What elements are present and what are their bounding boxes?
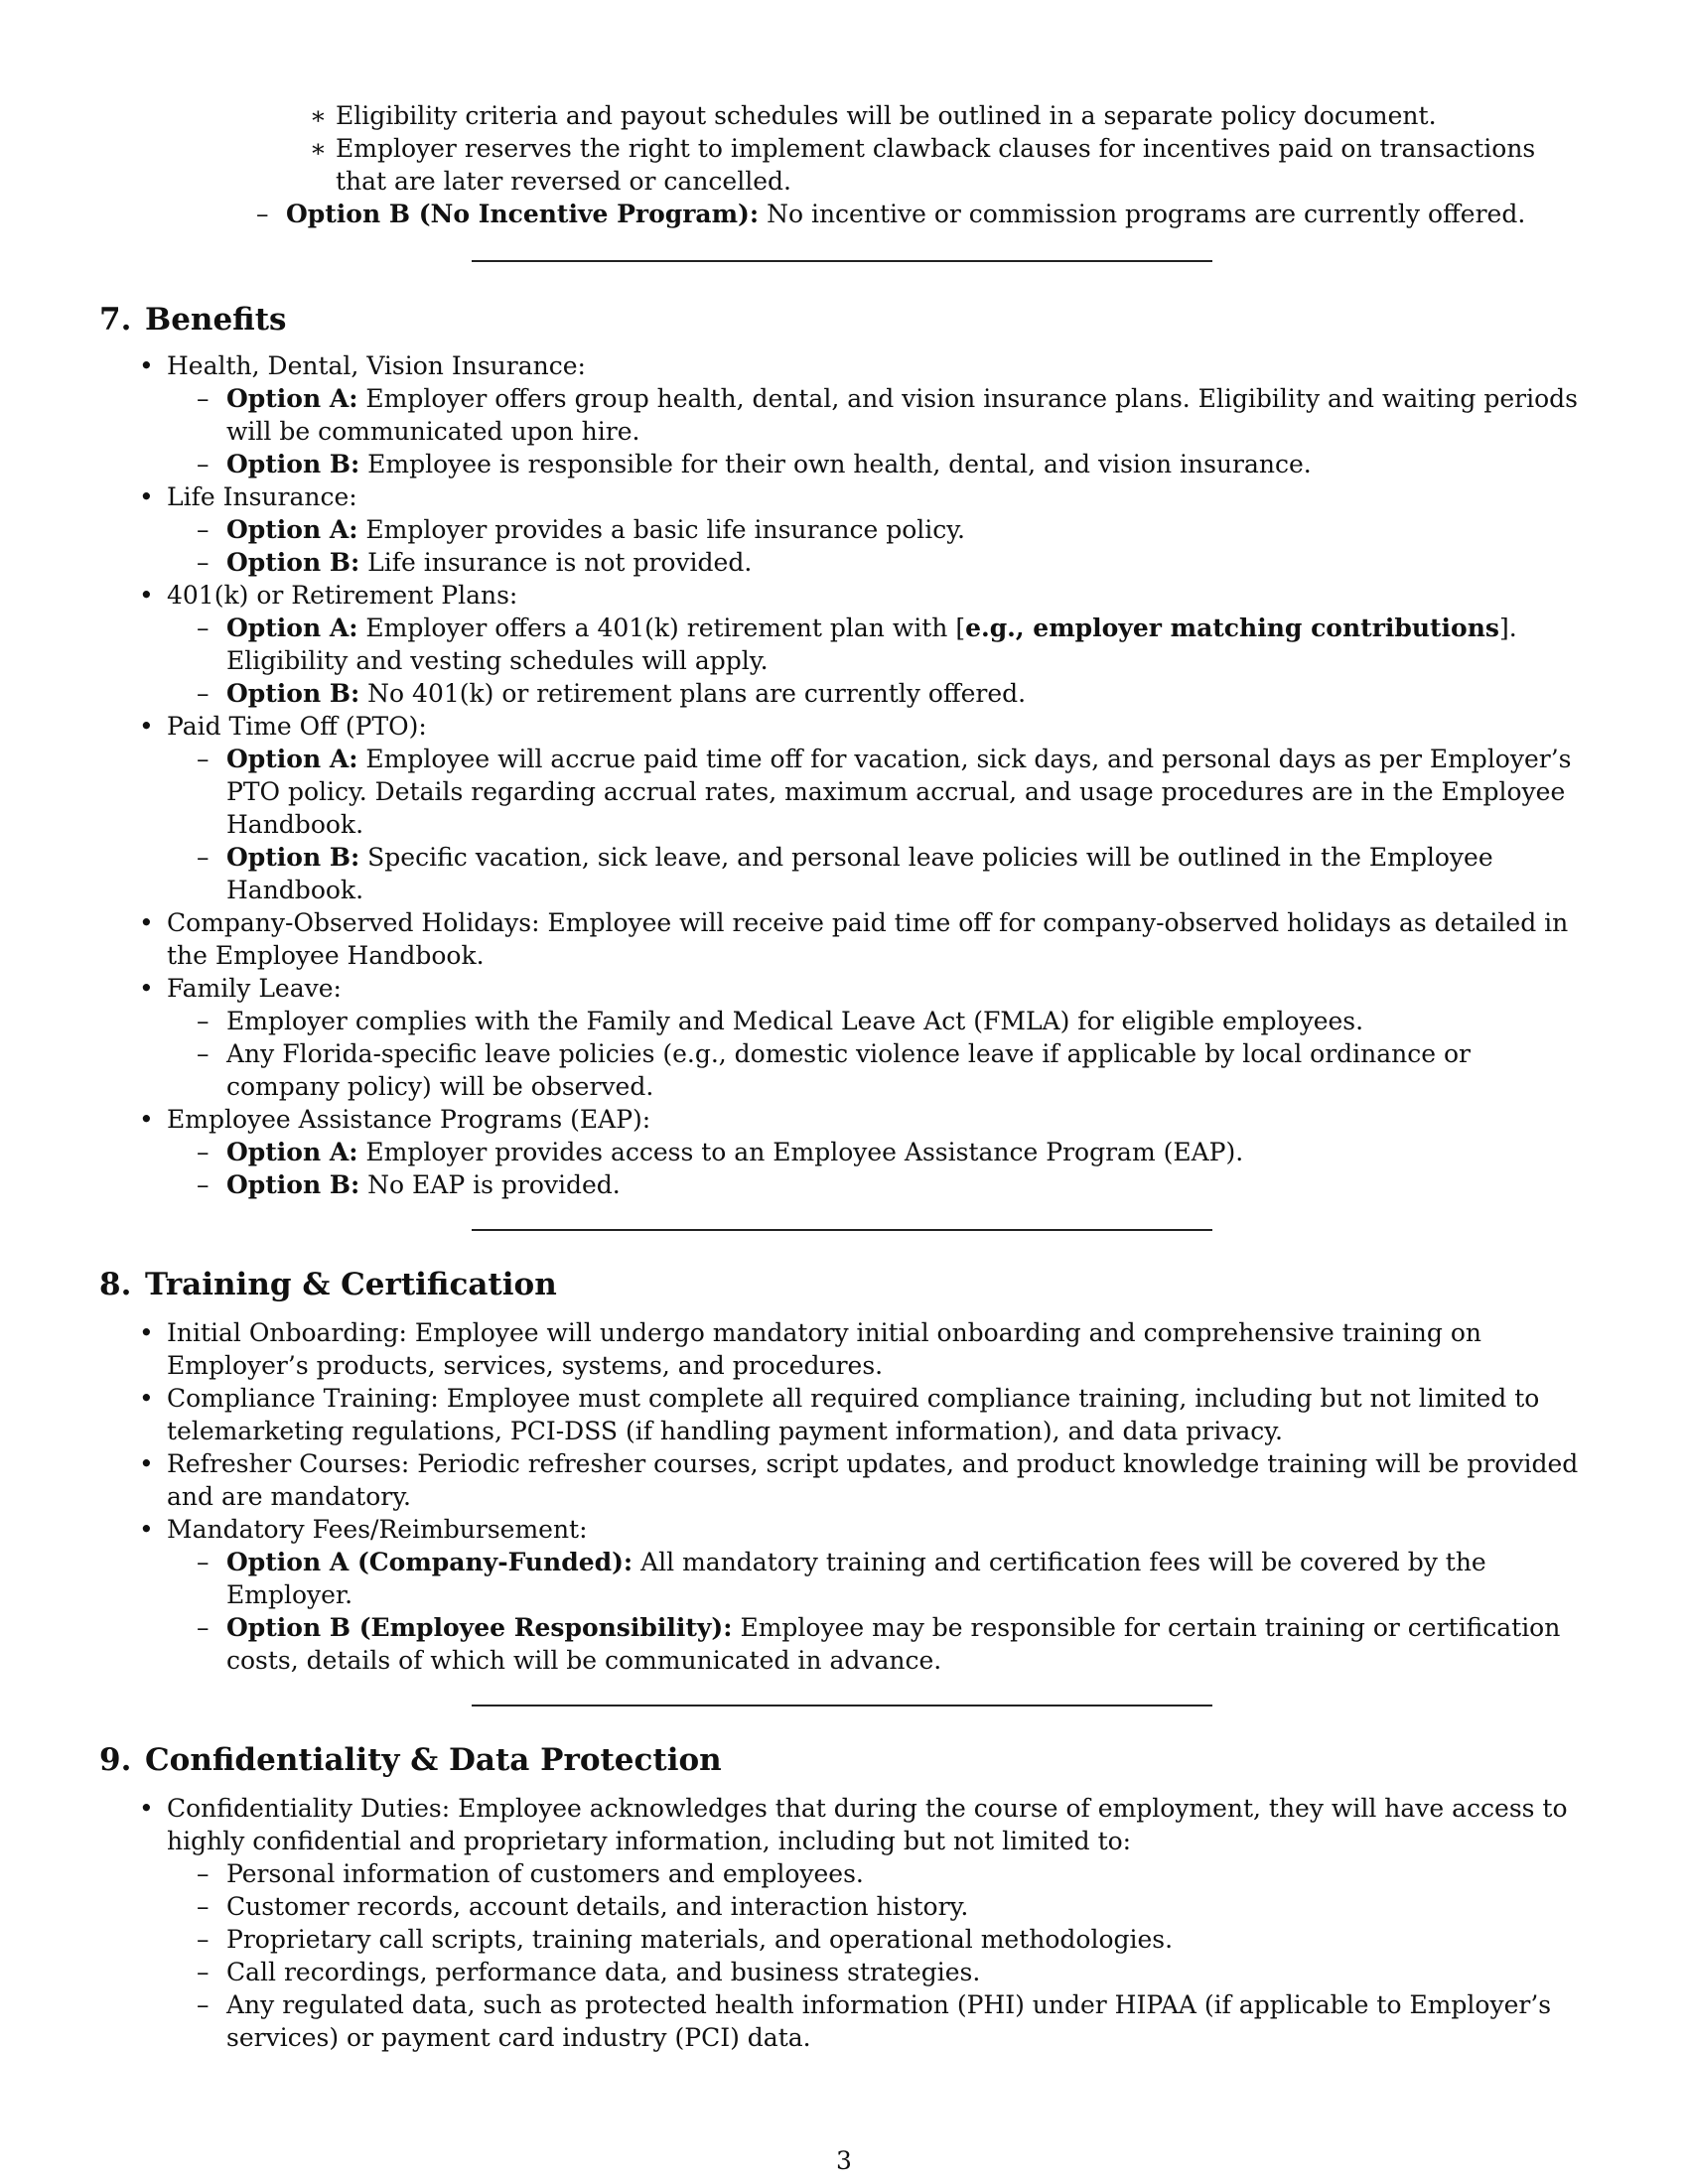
list-item: – Option B: No 401(k) or retirement plans are currently offered.	[167, 677, 1589, 710]
list-item: ∗ Eligibility criteria and payout schedules will be outlined in a separate policy document.	[286, 99, 1589, 132]
section-heading-training: 8. Training & Certification	[99, 1267, 557, 1302]
list-item: – Option B: Life insurance is not provided.	[167, 546, 1589, 579]
list-item: • Health, Dental, Vision Insurance: – Option A: Employer offers group health, dental, and vision insurance plans. Eligibility and waiting periods will be communicated upon hire. – Option B: Employee is responsible for their own health, dental, and vision insurance.	[99, 349, 1589, 480]
list-item: – Any Florida-specific leave policies (e.g., domestic violence leave if applicable by local ordinance or company policy) will be observed.	[167, 1037, 1589, 1103]
list-item: • 401(k) or Retirement Plans: – Option A: Employer offers a 401(k) retirement plan with [e.g., employer matching contributions]. Eligibility and vesting schedules will apply. – Option B: No 401(k) or retirement plans are currently offered.	[99, 579, 1589, 710]
page-content	[99, 99, 1589, 2054]
list-item: – Option B: No EAP is provided.	[167, 1168, 1589, 1201]
list-item: – Option A: Employer offers a 401(k) retirement plan with [e.g., employer matching contributions]. Eligibility and vesting schedules will apply.	[167, 612, 1589, 677]
benefits-list	[99, 349, 1589, 1201]
list-item: – Personal information of customers and employees.	[167, 1857, 1589, 1890]
page-number: 3	[836, 2146, 852, 2175]
section-divider	[472, 1705, 1212, 1706]
incentive-continuation	[226, 99, 1589, 230]
list-item: – Call recordings, performance data, and business strategies.	[167, 1956, 1589, 1988]
list-item: • Confidentiality Duties: Employee acknowledges that during the course of employment, they will have access to highly confidential and proprietary information, including but not limited to: – Personal information of customers and employees. – Customer records, account details, and interaction history. – Proprietary call scripts, training materials, and operational methodologies. – Call recordings, performance data, and business strategies. – Any regulated data, such as protected health information (PHI) under HIPAA (if applicable to Employer’s services) or payment card industry (PCI) data.	[99, 1792, 1589, 2054]
list-item: • Employee Assistance Programs (EAP): – Option A: Employer provides access to an Employee Assistance Program (EAP). – Option B: No EAP is provided.	[99, 1103, 1589, 1201]
list-item: – Employer complies with the Family and Medical Leave Act (FMLA) for eligible employees.	[167, 1005, 1589, 1037]
section-divider	[472, 260, 1212, 262]
list-item: – Option A: Employer offers group health, dental, and vision insurance plans. Eligibility and waiting periods will be communicated upon hire.	[167, 382, 1589, 448]
training-list	[99, 1316, 1589, 1677]
list-item: ∗ Employer reserves the right to implement clawback clauses for incentives paid on transactions that are later reversed or cancelled.	[286, 132, 1589, 198]
incentive-sub-list	[286, 99, 1589, 198]
list-item: • Paid Time Off (PTO): – Option A: Employee will accrue paid time off for vacation, sick days, and personal days as per Employer’s PTO policy. Details regarding accrual rates, maximum accrual, and usage procedures are in the Employee Handbook. – Option B: Specific vacation, sick leave, and personal leave policies will be outlined in the Employee Handbook.	[99, 710, 1589, 906]
list-item: • Company-Observed Holidays: Employee will receive paid time off for company-observed holidays as detailed in the Employee Handbook.	[99, 906, 1589, 972]
list-item: • Family Leave: – Employer complies with the Family and Medical Leave Act (FMLA) for eligible employees. – Any Florida-specific leave policies (e.g., domestic violence leave if applicable by local ordinance or company policy) will be observed.	[99, 972, 1589, 1103]
section-divider	[472, 1229, 1212, 1231]
list-item: – Option B (Employee Responsibility): Employee may be responsible for certain training or certification costs, details of which will be communicated in advance.	[167, 1611, 1589, 1677]
option-b-item: – Option B (No Incentive Program): No incentive or commission programs are currently offered.	[226, 198, 1589, 230]
list-item: • Refresher Courses: Periodic refresher courses, script updates, and product knowledge training will be provided and are mandatory.	[99, 1447, 1589, 1513]
list-item: • Life Insurance: – Option A: Employer provides a basic life insurance policy. – Option B: Life insurance is not provided.	[99, 480, 1589, 579]
confidentiality-list	[99, 1792, 1589, 2054]
incentive-option-list	[226, 198, 1589, 230]
list-item: – Proprietary call scripts, training materials, and operational methodologies.	[167, 1923, 1589, 1956]
list-item: – Any regulated data, such as protected health information (PHI) under HIPAA (if applicable to Employer’s services) or payment card industry (PCI) data.	[167, 1988, 1589, 2054]
list-item: • Mandatory Fees/Reimbursement: – Option A (Company-Funded): All mandatory training and certification fees will be covered by the Employer. – Option B (Employee Responsibility): Employee may be responsible for certain training or certification costs, details of which will be communicated in advance.	[99, 1513, 1589, 1677]
list-item: – Option A: Employee will accrue paid time off for vacation, sick days, and personal days as per Employer’s PTO policy. Details regarding accrual rates, maximum accrual, and usage procedures are in the Employee Handbook.	[167, 743, 1589, 841]
list-item: • Compliance Training: Employee must complete all required compliance training, including but not limited to telemarketing regulations, PCI-DSS (if handling payment information), and data privacy.	[99, 1382, 1589, 1447]
list-item: – Option A: Employer provides a basic life insurance policy.	[167, 513, 1589, 546]
list-item: – Option B: Employee is responsible for their own health, dental, and vision insurance.	[167, 448, 1589, 480]
section-heading-benefits: 7. Benefits	[99, 302, 287, 338]
list-item: • Initial Onboarding: Employee will undergo mandatory initial onboarding and comprehensive training on Employer’s products, services, systems, and procedures.	[99, 1316, 1589, 1382]
list-item: – Customer records, account details, and interaction history.	[167, 1890, 1589, 1923]
list-item: – Option A (Company-Funded): All mandatory training and certification fees will be covered by the Employer.	[167, 1546, 1589, 1611]
list-item: – Option A: Employer provides access to an Employee Assistance Program (EAP).	[167, 1136, 1589, 1168]
section-heading-confidentiality: 9. Confidentiality & Data Protection	[99, 1742, 722, 1778]
list-item: – Option B: Specific vacation, sick leave, and personal leave policies will be outlined in the Employee Handbook.	[167, 841, 1589, 906]
